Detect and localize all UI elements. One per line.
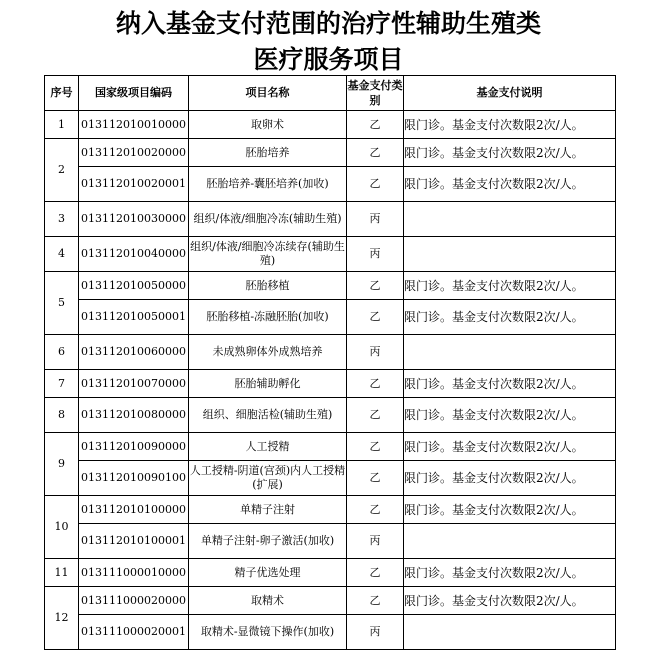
code-cell: 013112010030000	[79, 202, 189, 237]
category-cell: 丙	[347, 202, 404, 237]
note-cell: 限门诊。基金支付次数限2次/人。	[404, 433, 616, 461]
seq-cell: 3	[45, 202, 79, 237]
header-code: 国家级项目编码	[79, 76, 189, 111]
code-cell: 013112010020001	[79, 167, 189, 202]
note-cell	[404, 237, 616, 272]
name-cell: 人工授精	[189, 433, 347, 461]
name-cell: 胚胎培养	[189, 139, 347, 167]
code-cell: 013112010080000	[79, 398, 189, 433]
seq-cell: 5	[45, 272, 79, 335]
name-cell: 取精术	[189, 587, 347, 615]
name-cell: 未成熟卵体外成熟培养	[189, 335, 347, 370]
table-row	[45, 139, 616, 167]
name-cell: 精子优选处理	[189, 559, 347, 587]
category-cell: 丙	[347, 524, 404, 559]
table-header-row	[45, 76, 616, 111]
seq-cell: 9	[45, 433, 79, 496]
category-cell: 乙	[347, 272, 404, 300]
table-body	[45, 111, 616, 650]
name-cell: 单精子注射	[189, 496, 347, 524]
note-cell: 限门诊。基金支付次数限2次/人。	[404, 461, 616, 496]
category-cell: 乙	[347, 370, 404, 398]
table-row	[45, 335, 616, 370]
document-subtitle: 医疗服务项目	[253, 45, 404, 74]
table-row	[45, 300, 616, 335]
fee-items-table	[44, 75, 616, 650]
category-cell: 乙	[347, 433, 404, 461]
seq-cell: 7	[45, 370, 79, 398]
code-cell: 013112010090100	[79, 461, 189, 496]
note-cell: 限门诊。基金支付次数限2次/人。	[404, 559, 616, 587]
note-cell	[404, 615, 616, 650]
seq-cell: 1	[45, 111, 79, 139]
code-cell: 013112010100001	[79, 524, 189, 559]
table-row	[45, 111, 616, 139]
table-row	[45, 461, 616, 496]
code-cell: 013112010070000	[79, 370, 189, 398]
code-cell: 013112010050000	[79, 272, 189, 300]
code-cell: 013112010020000	[79, 139, 189, 167]
seq-cell: 11	[45, 559, 79, 587]
name-cell: 胚胎移植-冻融胚胎(加收)	[189, 300, 347, 335]
category-cell: 乙	[347, 139, 404, 167]
note-cell: 限门诊。基金支付次数限2次/人。	[404, 370, 616, 398]
category-cell: 乙	[347, 496, 404, 524]
code-cell: 013112010010000	[79, 111, 189, 139]
header-seq: 序号	[45, 76, 79, 111]
note-cell: 限门诊。基金支付次数限2次/人。	[404, 300, 616, 335]
seq-cell: 2	[45, 139, 79, 202]
seq-cell: 4	[45, 237, 79, 272]
category-cell: 乙	[347, 111, 404, 139]
note-cell	[404, 335, 616, 370]
note-cell: 限门诊。基金支付次数限2次/人。	[404, 139, 616, 167]
category-cell: 乙	[347, 167, 404, 202]
code-cell: 013112010060000	[79, 335, 189, 370]
table-row	[45, 615, 616, 650]
code-cell: 013112010090000	[79, 433, 189, 461]
name-cell: 胚胎辅助孵化	[189, 370, 347, 398]
table-row	[45, 524, 616, 559]
code-cell: 013111000020000	[79, 587, 189, 615]
name-cell: 取精术-显微镜下操作(加收)	[189, 615, 347, 650]
document-title: 纳入基金支付范围的治疗性辅助生殖类	[115, 9, 541, 38]
seq-cell: 12	[45, 587, 79, 650]
header-name: 项目名称	[189, 76, 347, 111]
note-cell	[404, 524, 616, 559]
category-cell: 丙	[347, 615, 404, 650]
category-cell: 乙	[347, 300, 404, 335]
table-row	[45, 398, 616, 433]
note-cell: 限门诊。基金支付次数限2次/人。	[404, 272, 616, 300]
code-cell: 013111000020001	[79, 615, 189, 650]
name-cell: 组织/体液/细胞冷冻续存(辅助生殖)	[189, 237, 347, 272]
note-cell: 限门诊。基金支付次数限2次/人。	[404, 111, 616, 139]
name-cell: 人工授精-阴道(宫颈)内人工授精(扩展)	[189, 461, 347, 496]
table-row	[45, 202, 616, 237]
code-cell: 013111000010000	[79, 559, 189, 587]
name-cell: 组织、细胞活检(辅助生殖)	[189, 398, 347, 433]
name-cell: 胚胎移植	[189, 272, 347, 300]
note-cell: 限门诊。基金支付次数限2次/人。	[404, 496, 616, 524]
table-row	[45, 237, 616, 272]
seq-cell: 6	[45, 335, 79, 370]
category-cell: 丙	[347, 335, 404, 370]
header-category: 基金支付类别	[347, 76, 404, 111]
note-cell: 限门诊。基金支付次数限2次/人。	[404, 587, 616, 615]
table-row	[45, 587, 616, 615]
table-row	[45, 496, 616, 524]
header-note: 基金支付说明	[404, 76, 616, 111]
note-cell: 限门诊。基金支付次数限2次/人。	[404, 398, 616, 433]
category-cell: 乙	[347, 587, 404, 615]
category-cell: 乙	[347, 398, 404, 433]
seq-cell: 10	[45, 496, 79, 559]
name-cell: 取卵术	[189, 111, 347, 139]
code-cell: 013112010050001	[79, 300, 189, 335]
table-row	[45, 433, 616, 461]
table-row	[45, 272, 616, 300]
code-cell: 013112010040000	[79, 237, 189, 272]
table-row	[45, 167, 616, 202]
category-cell: 丙	[347, 237, 404, 272]
name-cell: 组织/体液/细胞冷冻(辅助生殖)	[189, 202, 347, 237]
name-cell: 胚胎培养-囊胚培养(加收)	[189, 167, 347, 202]
note-cell	[404, 202, 616, 237]
category-cell: 乙	[347, 461, 404, 496]
table-row	[45, 370, 616, 398]
name-cell: 单精子注射-卵子激活(加收)	[189, 524, 347, 559]
code-cell: 013112010100000	[79, 496, 189, 524]
seq-cell: 8	[45, 398, 79, 433]
note-cell: 限门诊。基金支付次数限2次/人。	[404, 167, 616, 202]
table-row	[45, 559, 616, 587]
category-cell: 乙	[347, 559, 404, 587]
